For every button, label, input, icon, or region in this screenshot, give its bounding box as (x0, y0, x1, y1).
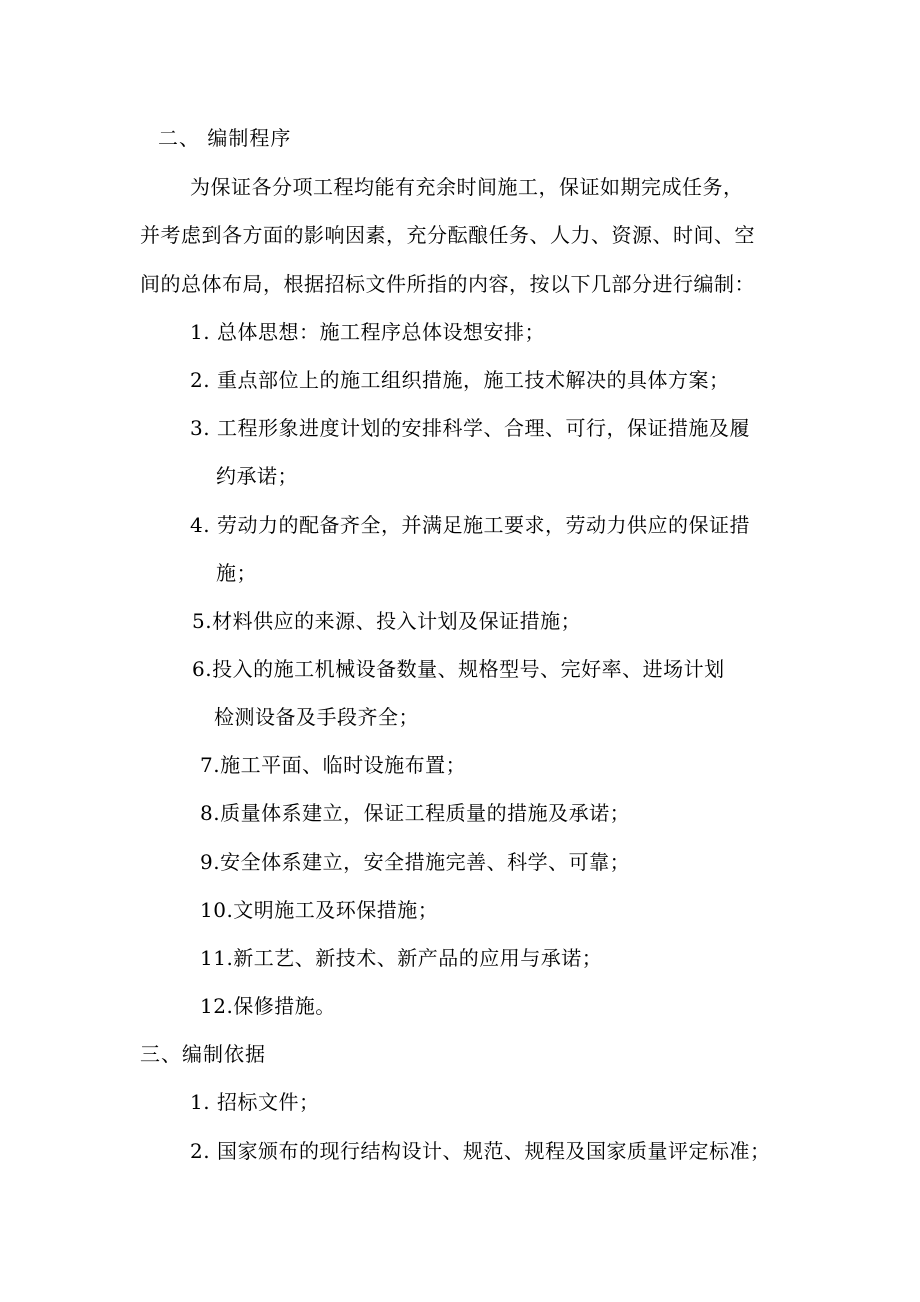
list-item: 12.保修措施。 (200, 994, 336, 1018)
list-item: 5.材料供应的来源、投入计划及保证措施； (192, 609, 582, 633)
intro-paragraph-line: 间的总体布局，根据招标文件所指的内容，按以下几部分进行编制： (140, 272, 755, 296)
list-item-continuation: 约承诺； (216, 464, 298, 488)
list-item: 11.新工艺、新技术、新产品的应用与承诺； (200, 946, 603, 970)
list-item-continuation: 检测设备及手段齐全； (214, 705, 419, 729)
list-item-continuation: 施； (216, 561, 257, 585)
list-item: 9.安全体系建立，安全措施完善、科学、可靠； (200, 850, 631, 874)
list-item: 1. 招标文件； (190, 1090, 320, 1114)
intro-paragraph-line: 为保证各分项工程均能有充余时间施工，保证如期完成任务， (190, 175, 744, 199)
intro-paragraph-line: 并考虑到各方面的影响因素，充分酝酿任务、人力、资源、时间、空 (140, 223, 755, 247)
list-item: 2. 国家颁布的现行结构设计、规范、规程及国家质量评定标准； (190, 1139, 771, 1163)
list-item: 6.投入的施工机械设备数量、规格型号、完好率、进场计划 (192, 657, 725, 681)
list-item: 3. 工程形象进度计划的安排科学、合理、可行，保证措施及履 (190, 416, 750, 440)
section-heading-compilation-basis: 三、编制依据 (140, 1042, 266, 1066)
list-item: 7.施工平面、临时设施布置； (200, 753, 467, 777)
list-item: 4. 劳动力的配备齐全，并满足施工要求，劳动力供应的保证措 (190, 513, 750, 537)
list-item: 10.文明施工及环保措施； (200, 898, 439, 922)
list-item: 8.质量体系建立，保证工程质量的措施及承诺； (200, 801, 631, 825)
section-heading-compilation-procedure: 二、 编制程序 (158, 126, 292, 150)
list-item: 1. 总体思想：施工程序总体设想安排； (190, 320, 545, 344)
list-item: 2. 重点部位上的施工组织措施，施工技术解决的具体方案； (190, 368, 730, 392)
